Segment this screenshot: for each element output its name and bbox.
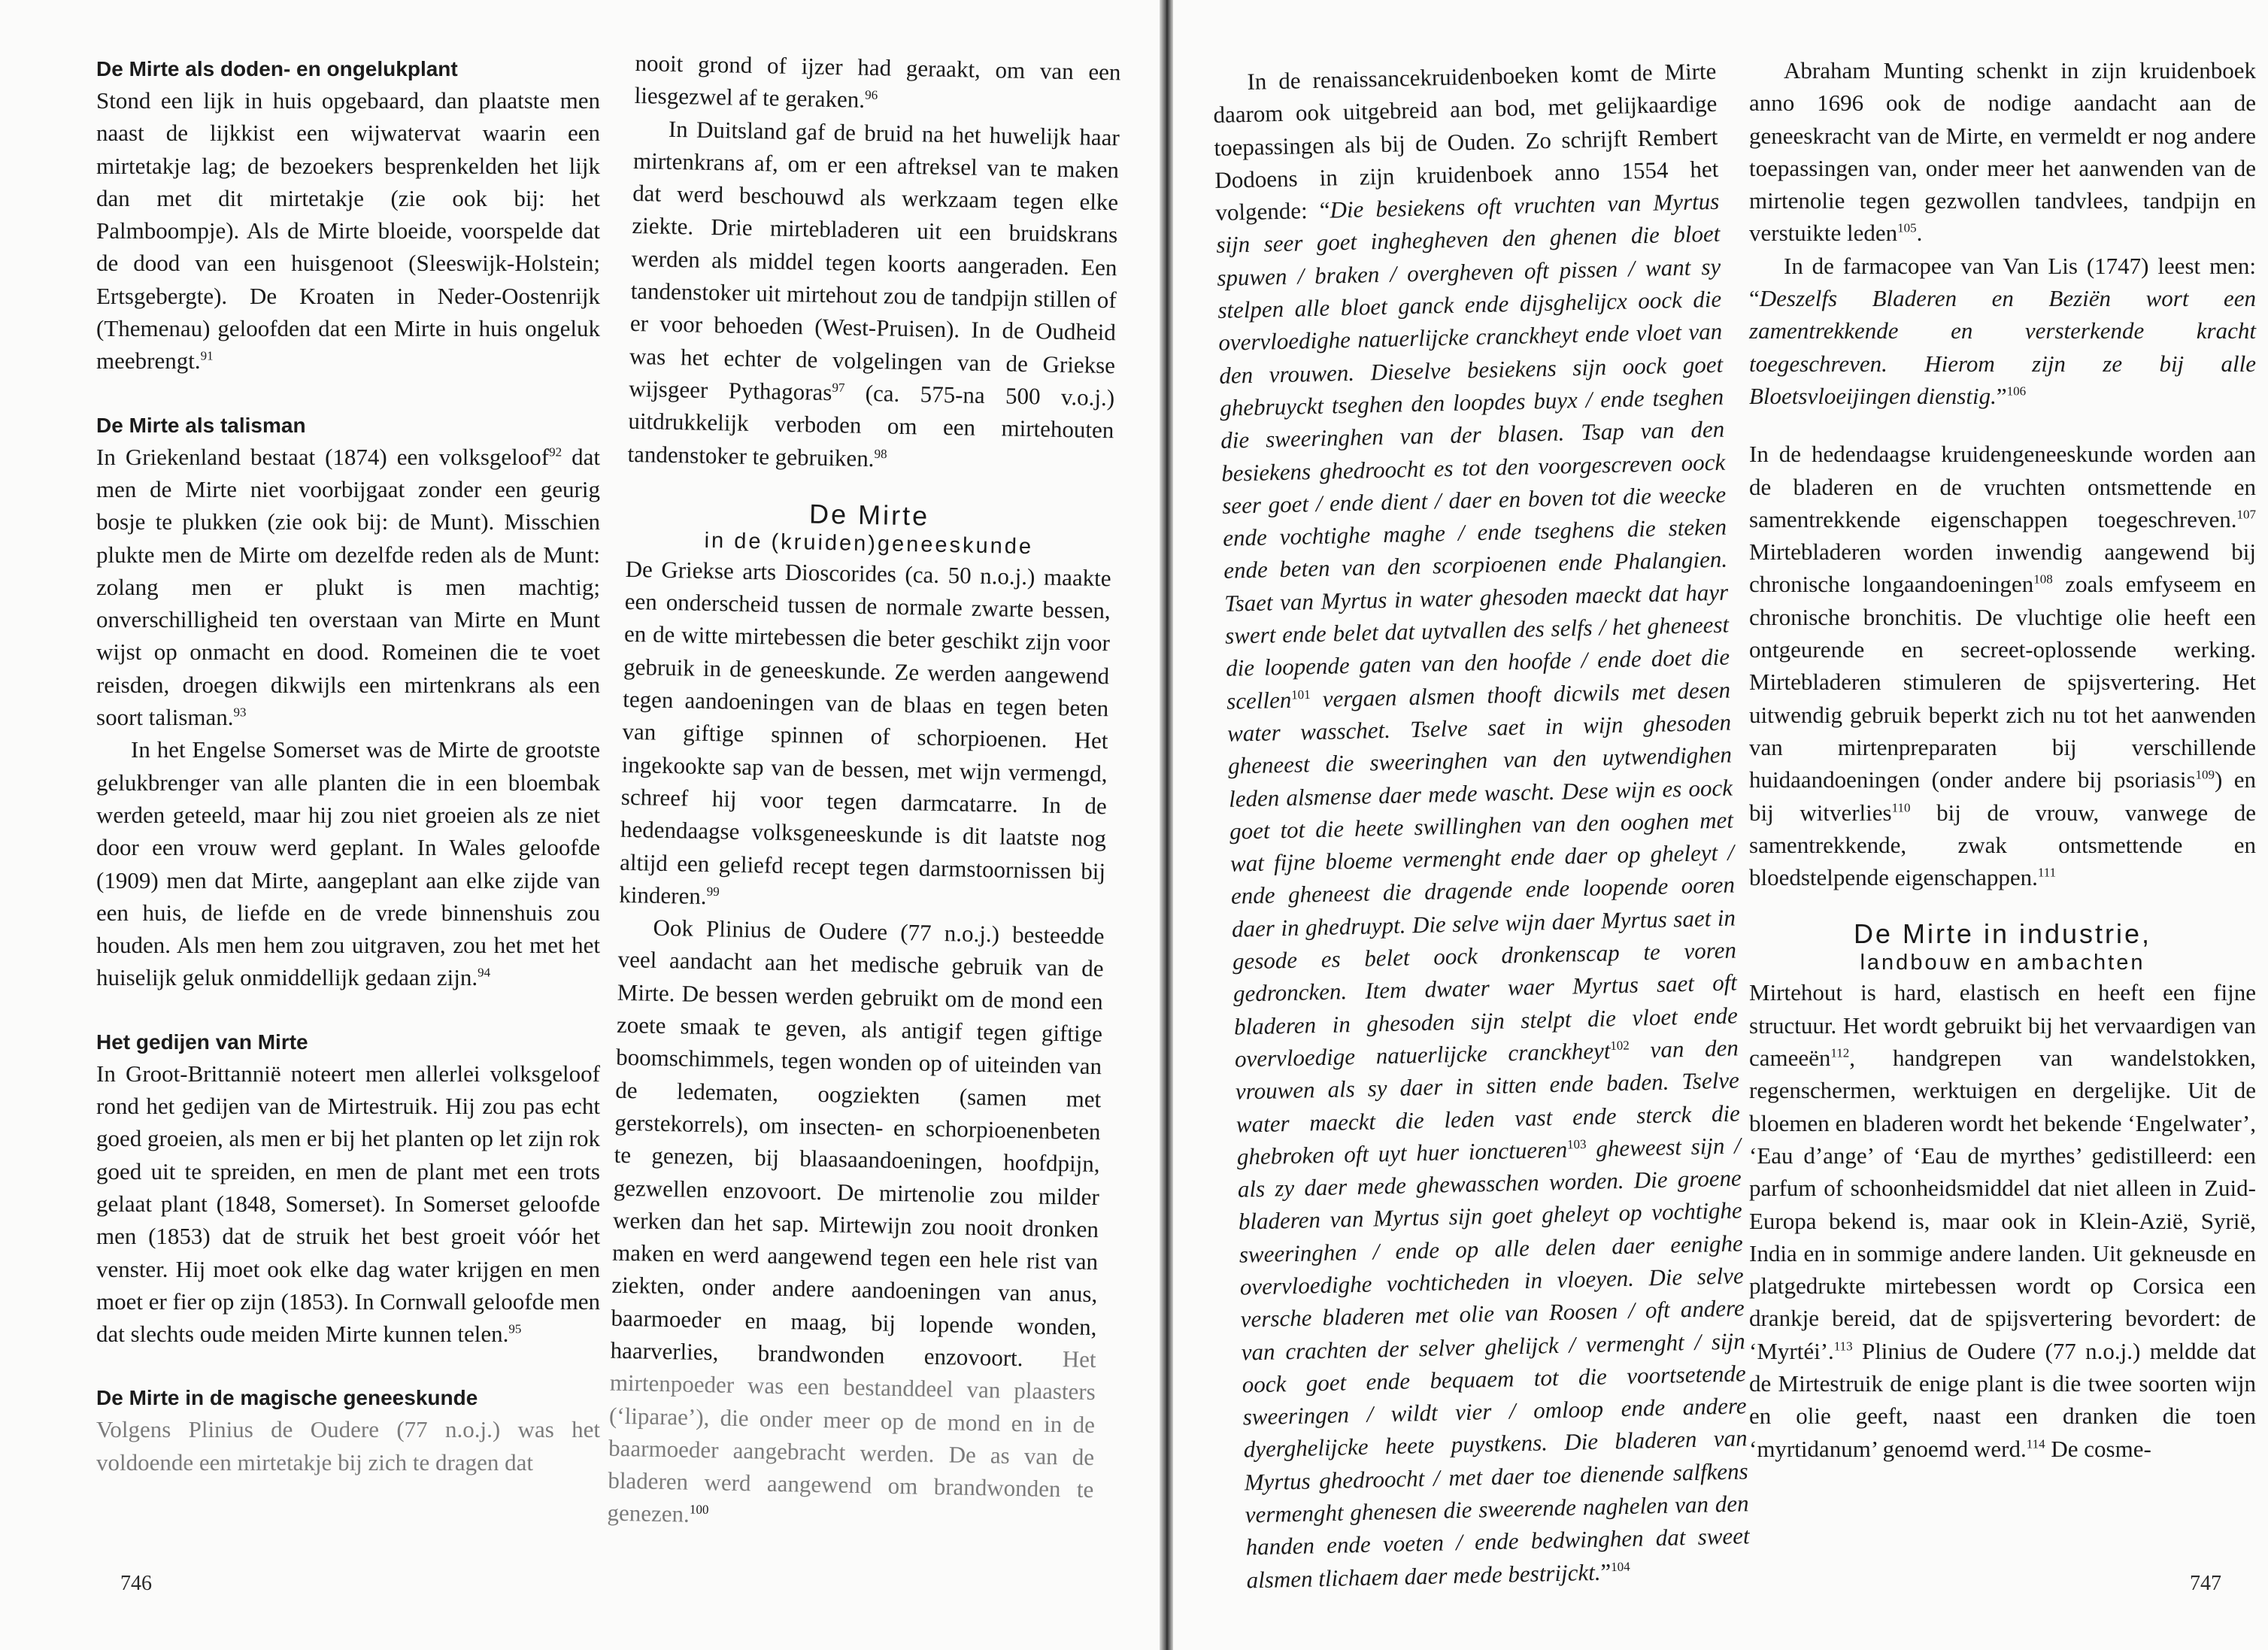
footnote-ref: 110 <box>1891 800 1911 815</box>
paragraph: In het Engelse Somerset was de Mirte de grootste gelukbrenger van alle planten die in een bloembak werden geteeld, maar hij zou niet groeien als ze niet door een vrouw werd geplant. In Wales geloofde (1909) men dat Mirte, aangeplant aan elke zijde van een huis, de liefde en de vrede binnenshuis zou houden. Als men hem zou uitgraven, zou het met het huiselijk geluk onmiddellijk gedaan zijn.$^{94}$ <box>96 736 600 991</box>
paragraph: Abraham Munting schenkt in zijn kruidenboek anno 1696 ook de nodige aandacht aan de geneeskracht van de Mirte, en vermeldt er nog andere toepassingen van, onder meer het aanwenden van de mirtenolie tegen gezwollen tandvlees, tandpijn en verstuikte leden$^{105}$. <box>1749 57 2256 247</box>
page-number: 746 <box>120 1572 152 1595</box>
page-number: 747 <box>2190 1572 2221 1595</box>
footnote-ref: 96 <box>865 87 878 103</box>
footnote-ref: 95 <box>508 1321 522 1336</box>
paragraph: In Duitsland gaf de bruid na het huwelijk haar mirtenkrans af, om er een aftreksel van te maken dat werd beschouwd als werkzaam tegen elke ziekte. Drie mirtebladeren uit een bruidskrans werden als middel tegen koorts aangeraden. Een tandenstoker uit mirtehout zou de tandpijn stillen of er voor behoeden (West-Pruisen). In de Oudheid was het echter de volgelingen van de Griekse wijsgeer Pythagoras$^{97}$ (ca. 575-na 500 v.o.j.) uitdrukkelijk verboden om een mirtehouten tandenstoker te gebruiken.$^{98}$ <box>627 115 1120 472</box>
left-column-2 <box>607 47 1121 1539</box>
left-column-1 <box>96 54 600 1479</box>
footnote-ref: 106 <box>2006 384 2027 399</box>
footnote-ref: 99 <box>706 884 720 899</box>
footnote-ref: 97 <box>832 380 845 396</box>
footnote-ref: 100 <box>689 1502 709 1518</box>
heading-gedijen: Het gedijen van Mirte <box>96 1030 308 1054</box>
heading-doden-ongelukplant: De Mirte als doden- en ongelukplant <box>96 57 458 80</box>
footnote-ref: 109 <box>2195 767 2215 782</box>
footnote-ref: 113 <box>1833 1339 1853 1354</box>
paragraph: In de renaissancekruidenboeken komt de Mirte daarom ook uitgebreid aan bod, met gelijkaardige toepassingen als bij de Ouden. Zo schrijft Rembert Dodoens in zijn kruidenboek anno 1554 het volgende: “Die besiekens oft vruchten van Myrtus sijn seer goet inghegheven den ghenen die bloet spuwen / braken / overgheven oft pissen / want sy stelpen alle bloet ganck ende dijsghelijcx oock die overvloedighe natuerlijcke cranckheyt ende vloet van den vrouwen. Dieselve besiekens sijn oock goet ghebruyckt tseghen den loopdes buyx / ende tseghen die sweeringhen van der blasen. Tsap van den besiekens ghedroocht es tot den voorgescreven oock seer goet / ende dient / daer en boven tot die weecke ende vochtighe maghe / ende tseghens die steken ende beten van den scorpioenen ende Phalangien. Tsaet van Myrtus in water ghesoden maeckt dat hayr swert ende belet dat uytvallen des selfs / het gheneest die loopende gaten van den hoofde / ende doet die scellen$^{101}$ vergaen alsmen thooft dicwils met desen water wasschet. Tselve saet in wijn ghesoden gheneest die sweeringhen van den uytwendighen leden alsmense daer mede wascht. Dese wijn es oock goet tot die heete swillinghen van den ooghen met wat fijne bloeme vermenght ende daer op gheleyt / ende gheneest die dragende ende loopende ooren daer in ghedruypt. Die selve wijn daer Myrtus saet in gesode es belet oock dronkenscap te voren gedroncken. Item dwater waer Myrtus saet oft bladeren in ghesoden sijn stelpt die vloet ende overvloedige natuerlijcke cranckheyt$^{102}$ van den vrouwen als sy daer in sitten ende baden. Tselve water maeckt die leden vast ende sterck die ghebroken oft uyt huer ionctueren$^{103}$ gheweest sijn / als zy daer mede ghewasschen worden. Die groene bladeren van Myrtus sijn goet gheleyt op vochtighe sweeringhen / ende op alle delen daer eenighe overvloedighe vochticheden in vloeyen. Die selve versche bladeren met olie van Roosen / oft andere van crachten der selver ghelijck / vermenght / sijn oock goet ende bequaem tot die voortsetende sweeringen / wildt vier / omloop ende andere dyerghelijcke heete puystkens. Die bladeren van Myrtus ghedroocht / met daer toe dienende salfkens vermenght ghenesen die sweerende naghelen van den handen ende voeten / ende bedwinghen dat sweet alsmen tlichaem daer mede bestrijckt.”$^{104}$ <box>1213 57 1750 1594</box>
footnote-ref: 103 <box>1566 1136 1587 1152</box>
paragraph: In Griekenland bestaat (1874) een volksgeloof$^{92}$ dat men de Mirte niet voorbijgaat zonder een geurig bosje te plukken (zie ook bij: de Munt). Misschien plukte men de Mirte om dezelfde reden als de Munt: zolang men er plukt is men machtig; onverschilligheid ten overstaan van Mirte en Munt wijst op onmacht en dood. Romeinen die te voet reisden, droegen dikwijls een mirtenkrans als een soort talisman.$^{93}$ <box>96 443 600 731</box>
paragraph: Mirtehout is hard, elastisch en heeft een fijne structuur. Het wordt gebruikt bij het vervaardigen van cameeën$^{112}$, handgrepen van wandelstokken, regenschermen, werktuigen en dergelijke. Uit de bloemen en bladeren wordt het bekende ‘Engelwater’, ‘Eau d’ange’ of ‘Eau de myrthes’ gedistilleerd: een parfum of schoonheidsmiddel dat niet alleen in Zuid-Europa bekend is, maar ook in Klein-Azië, Syrië, India en in sommige andere landen. Uit gekneusde en platgedrukte mirtebessen wordt op Corsica een drankje bereid, dat de spijsvertering bevordert: de ‘Myrtéi’.$^{113}$ Plinius de Oudere (77 n.o.j.) meldde dat de Mirtestruik de enige plant is die twee soorten wijn en olie geeft, naast een dranken die toen ‘myrtidanum’ genoemd werd.$^{114}$ De cosme- <box>1749 979 2256 1462</box>
paragraph: In de hedendaagse kruidengeneeskunde worden aan de bladeren en de vruchten ontsmettende en samentrekkende eigenschappen toegeschreven.$^{107}$ Mirtebladeren worden inwendig aangewend bij chronische longaandoeningen$^{108}$ zoals emfyseem en chronische bronchitis. De vluchtige olie heeft een ontgeurende en secreet-oplossende werking. Mirtebladeren stimuleren de spijsvertering. Het uitwendig gebruik beperkt zich nu tot het aanwenden van mirtenpreparaten bij verschillende huidaandoeningen (onder andere bij psoriasis$^{109}$) en bij witverlies$^{110}$ bij de vrouw, vanwege de samentrekkende, zwak ontsmettende en bloedstelpende eigenschappen.$^{111}$ <box>1749 441 2256 891</box>
footnote-ref: 98 <box>874 446 887 461</box>
footnote-ref: 105 <box>1897 221 1917 236</box>
footnote-ref: 101 <box>1290 687 1311 702</box>
paragraph: De Griekse arts Dioscorides (ca. 50 n.o.j.) maakte een onderscheid tussen de normale zwarte bessen, en de witte mirtebessen die beter geschikt zijn voor gebruik in de geneeskunde. Ze werden aangewend tegen aandoeningen van de blaas en tegen beten van giftige spinnen of schorpioenen. Het ingekookte sap van de bessen, met wijn vermengd, schreef hij voor tegen darmcatarre. In de hedendaagse volksgeneeskunde is dit laatste nog altijd een geliefd recept tegen darmstoornissen bij kinderen.$^{99}$ <box>619 555 1111 909</box>
footnote-ref: 108 <box>2033 572 2053 587</box>
footnote-ref: 91 <box>200 349 214 364</box>
paragraph: Stond een lijk in huis opgebaard, dan plaatste men naast de lijkkist een wijwatervat waarin een mirtetakje lag; de bezoekers besprenkelden het lijk dan met dit mirtetakje (zie ook bij: het Palmboompje). Als de Mirte bloeide, voorspelde dat de dood van een huisgenoot (Sleeswijk-Holstein; Ertsgebergte). De Kroaten in Neder-Oostenrijk (Themenau) geloofden dat een Mirte in huis ongeluk meebrengt.$^{91}$ <box>96 87 600 375</box>
footnote-ref: 111 <box>2037 865 2057 880</box>
section-heading-geneeskunde: De Mirte in de (kruiden)geneeskunde <box>704 498 1034 560</box>
paragraph: Volgens Plinius de Oudere (77 n.o.j.) was het voldoende een mirtetakje bij zich te dragen dat <box>96 1416 600 1476</box>
footnote-ref: 93 <box>233 705 247 720</box>
section-heading-industrie: De Mirte in industrie, landbouw en ambachten <box>1853 918 2152 975</box>
footnote-ref: 114 <box>2026 1436 2045 1451</box>
paragraph: nooit grond of ijzer had geraakt, om van een liesgezwel af te geraken.$^{96}$ <box>634 49 1121 114</box>
footnote-ref: 107 <box>2236 507 2256 522</box>
footnote-ref: 92 <box>549 444 562 460</box>
paragraph: In de farmacopee van Van Lis (1747) leest men: “Deszelfs Bladeren en Beziën wort een zamentrekkende en versterkende kracht toegeschreven. Hierom zijn ze bij alle Bloetsvloeijingen dienstig.”$^{106}$ <box>1749 252 2256 409</box>
book-gutter <box>1160 0 1173 1650</box>
footnote-ref: 94 <box>478 966 491 981</box>
right-column-2 <box>1749 54 2256 1465</box>
footnote-ref: 102 <box>1610 1038 1630 1053</box>
paragraph: In Groot-Brittannië noteert men allerlei volksgeloof rond het gedijen van de Mirtestruik. Hij zou pas echt goed groeien, als men er bij het planten op let zijn rok goed uit te spreiden, en men de plant met een trots gelaat plant (1848, Somerset). In Somerset geloofde men (1853) dat de struik het best groeit vóór het venster. Hij moet ook elke dag water krijgen en men moet er fier op zijn (1853). In Cornwall geloofde men dat slechts oude meiden Mirte kunnen telen.$^{95}$ <box>96 1060 600 1348</box>
footnote-ref: 112 <box>1830 1045 1850 1060</box>
paragraph: Ook Plinius de Oudere (77 n.o.j.) besteedde veel aandacht aan het medische gebruik van de Mirte. De bessen werden gebruikt om de mond een zoete smaak te geven, als antigif tegen giftige boomschimmels, tegen wonden op of uiteinden van de ledematen, oogziekten (samen met gerstekorrels), om insecten- en schorpioenenbeten te genezen, bij blaasaandoeningen, hoofdpijn, gezwellen enzovoort. De mirtenolie zou milder werken dan het sap. Mirtewijn zou nooit dronken maken en werd aangewend tegen een hele rist van ziekten, onder andere aandoeningen van anus, baarmoeder en maag, bij lopende wonden, haarverlies, brandwonden enzovoort. Het mirtenpoeder was een bestanddeel van plaasters (‘liparae’), die onder meer op de mond en in de baarmoeder aangebracht werden. De as van de bladeren werd aangewend om brandwonden te genezen.$^{100}$ <box>607 914 1105 1528</box>
heading-talisman: De Mirte als talisman <box>96 413 306 437</box>
footnote-ref: 104 <box>1610 1559 1630 1574</box>
heading-magische-geneeskunde: De Mirte in de magische geneeskunde <box>96 1386 478 1410</box>
right-column-1 <box>1212 55 1751 1597</box>
